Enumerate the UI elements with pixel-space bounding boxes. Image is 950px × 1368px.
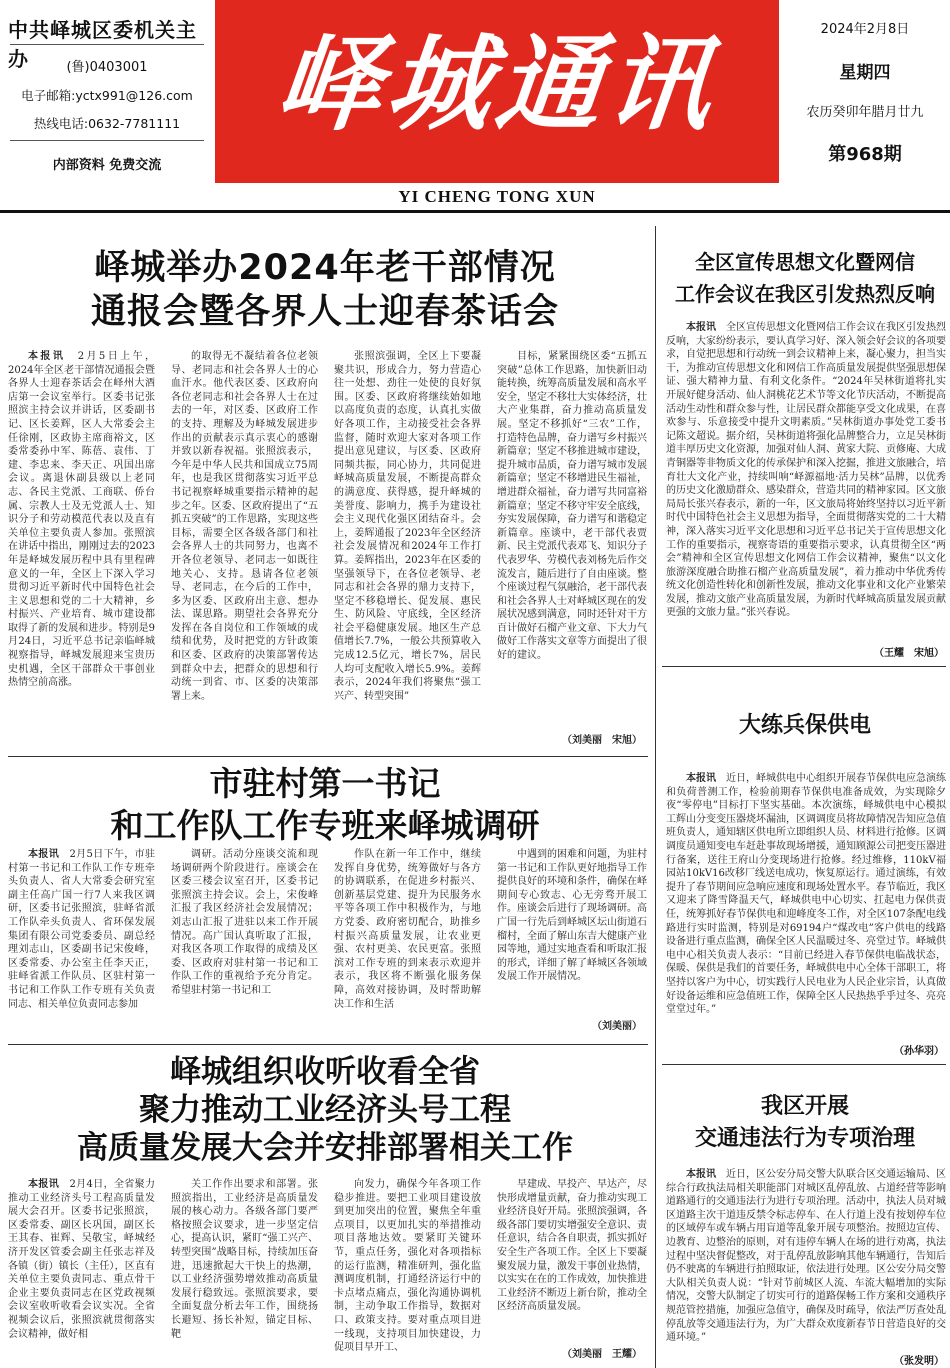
headline-line: 聚力推动工业经济头号工程 xyxy=(139,1092,511,1128)
column-text: 关工作作出要求和部署。张照滨指出，工业经济是高质量发展的核心动力。各级各部门要严格按照会议要求，进一步坚定信心，提高认识，紧盯“强工兴产、转型突围”战略目标，持续加压奋进，迅速掀起大干快上的热潮，以工业经济强势增效推动高质量发展行稳致远。张照滨要求，要全面复盘分析去年工作，围绕扬长避短、扬长补短，锚定目标、靶 xyxy=(171,1179,318,1340)
headline-line: 市驻村第一书记 xyxy=(209,764,441,803)
article-2-headline xyxy=(0,763,650,847)
sidebar-article-1-headline xyxy=(660,246,950,310)
text-column xyxy=(334,1178,481,1364)
headline-line: 峄城举办2024年老干部情况 xyxy=(94,248,556,288)
text-column xyxy=(8,848,155,1038)
masthead-rule xyxy=(0,210,950,213)
license-number: (鲁)0403001 xyxy=(66,60,148,75)
issue-date: 2024年2月8日 xyxy=(820,22,910,37)
email: 电子邮箱:yctx991@126.com xyxy=(21,88,193,103)
column-text: 作队在新一年工作中，继续发挥自身优势，统筹做好与各方的协调联系，在促进乡村振兴、创新基层党建、提升为民服务水平等各项工作中积极作为，与地方党委、政府密切配合，助推乡村振兴高质量发展，让农业更强、农村更美、农民更富。张照滨对工作专班的到来表示欢迎并表示，我区将不断强化服务保障，高效对接协调，及时帮助解决工作和生活 xyxy=(334,849,481,1010)
text-column xyxy=(334,350,481,750)
article-1-headline xyxy=(0,246,650,334)
byline: （王耀 宋旭） xyxy=(874,648,944,659)
column-text: 早建成、早投产、早达产，尽快形成增量贡献，奋力推动实现工业经济良好开局。张照滨强调，各级各部门要切实增强安全意识、责任意识，结合各自职责，抓实抓好安全生产各项工作。全区上下要凝聚发展力量，激发干事创业热情，以实实在在的工作成效，加快推进工业经济不断迈上新台阶，推动全区经济高质量发展。 xyxy=(497,1179,647,1313)
byline: （刘美丽 王耀） xyxy=(562,1349,642,1360)
section-rule xyxy=(662,1064,946,1065)
sidebar-article-3-headline xyxy=(660,1090,950,1154)
headline-line: 和工作队工作专班来峄城调研 xyxy=(110,806,540,845)
article-3-headline xyxy=(0,1053,650,1167)
headline-line: 我区开展 xyxy=(760,1093,849,1119)
headline-line: 交通违法行为专项治理 xyxy=(694,1125,915,1151)
column-text: 2月5日下午，市驻村第一书记和工作队工作专班牵头负责人、省人大常委会研究室副主任高广国一行7人来我区调研，区委书记张照滨，驻峄省派工作队牵头负责人、省环保发展集团有限公司党委委员、副总经理刘志山，区委副书记宋俊峰，区委常委、办公室主任李天正，驻峄省派工作队员、区驻村第一书记和工作队工作专班有关负责同志、相关单位负责同志参加 xyxy=(8,849,155,1010)
issue-number: 第968期 xyxy=(828,144,902,165)
sidebar-article-1-body xyxy=(666,321,946,641)
byline: （刘美丽 宋旭） xyxy=(562,735,642,746)
section-rule xyxy=(662,666,946,667)
headline-line: 峄城组织收听收看全省 xyxy=(170,1054,480,1090)
text-column xyxy=(666,1168,946,1348)
lunar-date: 农历癸卯年腊月廿九 xyxy=(806,105,924,120)
sidebar-article-2-headline: 大练兵保供电 xyxy=(738,712,871,738)
sidebar-article-2-body xyxy=(666,772,946,1040)
news-tag: 本报讯 xyxy=(686,1169,716,1180)
newspaper-title-pinyin: YI CHENG TONG XUN xyxy=(398,187,596,206)
masthead xyxy=(0,0,950,210)
sidebar-article-3-body xyxy=(666,1168,946,1350)
headline-line: 高质量发展大会并安排部署相关工作 xyxy=(77,1130,573,1166)
article-3-body xyxy=(8,1178,648,1364)
column-text: 张照滨强调，全区上下要凝聚共识，形成合力，努力营造心往一处想、劲往一处使的良好氛围。区委、区政府将继续始如地以高度负责的态度，认真扎实做好各项工作，主动接受社会各界监督，随时欢迎大家对各项工作提出意见建议，与区委、区政府同频共振，同心协力，共同促进峄城高质量发展，不断提高群众的满意度、获得感，提升峄城的美誉度、影响力，携手为建设社会主义现代化强区团结奋斗。会上，姜辉通报了2023年全区经济社会发展情况和2024年工作打算。姜辉指出，2023年在区委的坚强领导下，在各位老领导、老同志和社会各界的鼎力支持下，坚定不移稳增长、促发展、惠民生、防风险、守底线，全区经济社会平稳健康发展。地区生产总值增长7.7%，一般公共预算收入完成12.5亿元，增长7%，居民人均可支配收入增长5.9%。姜辉表示，2024年我们将聚焦“强工兴产、转型突围” xyxy=(334,351,481,702)
column-text: 的取得无不凝结着各位老领导、老同志和社会各界人士的心血汗水。他代表区委、区政府向各位老同志和社会各界人士在过去的一年，对区委、区政府工作的支持、理解及为峄城发展进步作出的贡献表示真示衷心的感谢并致以新春祝福。张照滨表示，今年是中华人民共和国成立75周年，也是我区贯彻落实习近平总书记视察峄城重要指示精神的起步之年。区委、区政府提出了“五抓五突破”的工作思路，实现这些目标，需要全区各级各部门和社会各界人士的共同努力，也离不开各位老领导、老同志一如既往地关心、支持。恳请各位老领导、老同志，在今后的工作中，多为区委、区政府出主意、想办法、谋思路。期望社会各界充分发挥在各自岗位和工作领域的成绩和优势，及时把党的方针政策和区委、区政府的决策部署传达到群众中去，把群众的思想和行动统一到省、市、区委的决策部署上来。 xyxy=(171,351,318,702)
text-column xyxy=(666,772,946,1038)
masthead-info xyxy=(0,0,214,188)
hotline: 热线电话:0632-7781111 xyxy=(33,116,181,131)
publisher-org: 中共峄城区委机关主办 xyxy=(8,18,197,71)
text-column xyxy=(171,1178,318,1364)
column-text: 近日，区公安分局交警大队联合区交通运输局、区综合行政执法局相关职能部门对城区乱停乱放、占道经营等影响道路通行的交通违法行为进行专项治理。活动中，执法人员对城区道路主次干道违反禁令标志停车、在人行道上没有按划停车位的区域停车或车辆占用盲道等乱象开展专项整治。按照边宣传、边教育、边整治的原则，对有违停车辆人在场的进行劝离，执法过程中坚决督促整改，对于乱停乱放影响其他车辆通行，告知后仍不驶离的车辆进行拍照取证，依法进行处理。区公安分局交警大队相关负责人说：“针对节前城区人流、车流大幅增加的实际情况，交警大队制定了切实可行的道路保畅工作方案和交通秩序规范管控措施，加强应急值守，确保及时疏导，依法严厉查处乱停乱放等交通违法行为，为广大群众欢度新春节日营造良好的交通环境。” xyxy=(666,1169,946,1344)
column-text: 近日，峄城供电中心组织开展春节保供电应急演练和负荷普测工作，检验前期春节保供电准备成效，为实现除夕夜“零停电”目标打下坚实基础。本次演练，峄城供电中心模拟工辉山分变变压器烧坏漏油，区调调度员将故障情况告知应急值班负责人，通知辖区供电所立即组织人员、材料进行抢修。区调调度员通知变电车赶赴事故现场增援，通知顾源公司把变压器进行备案，送往王府山分变现场进行抢修。经过维修，110kV福园站10kV16改移厂线送电成功，恢复原运行。通过演练，有效提升了春节期间应急响应速度和现场处置水平。春节临近，我区又迎来了降雪降温天气，峄城供电中心切实、扛起电力保供责任，统筹抓好春节保供电和迎峰度冬工作，对全区107条配电线路进行实时监测，特别是对69194户“煤改电”客户供电的线路设备进行重点监测，确保全区人民温暖过冬、亮堂过节。峄城供电中心相关负责人表示：“目前已经进入春节保供电临战状态，保暖、保供是我们的首要任务，峄城供电中心全体干部职工，将坚持以客户为中心，切实践行人民电业为人民企业宗旨，认真做好设备运维和应急值班工作，保障全区人民热热乎乎过冬、亮亮堂堂过年。” xyxy=(666,773,946,1016)
article-1-body xyxy=(8,350,648,750)
text-column xyxy=(334,848,481,1038)
section-rule xyxy=(8,1044,648,1045)
column-text: 2月4日，全省聚力推动工业经济头号工程高质量发展大会召开。区委书记张照滨，区委常委、副区长巩国，副区长王其春、崔辉、吴敬宝，峄城经济开发区管委会副主任张志祥及各镇（街）镇长（主任），区直有关单位主要负责同志、重点骨干企业主要负责同志在区党政视频会议室收听收看会议实况。全省视频会议后，张照滨就贯彻落实会议精神，做好相 xyxy=(8,1179,155,1340)
text-column xyxy=(666,321,946,639)
text-column xyxy=(497,1178,647,1344)
article-2-body xyxy=(8,848,648,1038)
issue-info xyxy=(780,0,950,188)
column-divider xyxy=(655,226,656,1368)
news-tag: 本报讯 xyxy=(686,322,716,333)
text-column xyxy=(497,350,647,728)
distribution-note: 内部资料 免费交流 xyxy=(52,158,162,173)
divider xyxy=(10,140,204,141)
byline: （张发明） xyxy=(894,1356,944,1367)
text-column xyxy=(8,1178,155,1364)
section-rule xyxy=(8,756,648,757)
divider xyxy=(10,44,204,45)
column-text: 2月5日上午，2024年全区老干部情况通报会暨各界人士迎春茶话会在峄州大酒店第一会议室举行。区委书记张照滨主持会议并讲话，区委副书记、区长姜辉，区人大常委会主任徐刚，区政协主席商裕文，区委常委孙中军、陈蓓、袁伟、丁建、李忠来、李天正、巩国出席会议。离退休副县级以上老同志、各民主党派、工商联、侨台属、宗教人士及无党派人士、知识分子和劳动模范代表以及直有关单位主要负责人参加。张照滨在讲话中指出，刚刚过去的2023年是峄城发展历程中具有里程碑意义的一年，全区上下深入学习贯彻习近平新时代中国特色社会主义思想和党的二十大精神，乡村振兴、产业培育、城市建设都取得了新的发展和进步。特别是9月24日，习近平总书记亲临峄城视察指导，峄城发展迎来宝贵历史机遇，全区干部群众干事创业热情空前高涨。 xyxy=(8,351,155,689)
text-column xyxy=(171,848,318,1038)
text-column xyxy=(497,848,647,1018)
news-tag: 本报讯 xyxy=(28,849,60,860)
news-tag: 本报讯 xyxy=(28,351,66,362)
issue-weekday: 星期四 xyxy=(839,63,891,83)
nameplate xyxy=(215,0,779,183)
news-tag: 本报讯 xyxy=(686,773,716,784)
headline-line: 工作会议在我区引发热烈反响 xyxy=(675,282,935,306)
newspaper-title: 峄城通讯 xyxy=(270,22,724,145)
byline: （刘美丽） xyxy=(592,1021,642,1032)
headline-line: 全区宣传思想文化暨网信 xyxy=(695,250,915,274)
news-tag: 本报讯 xyxy=(28,1179,60,1190)
text-column xyxy=(171,350,318,750)
column-text: 目标，紧紧围绕区委“五抓五突破”总体工作思路，加快新旧动能转换，统筹高质量发展和高水平安全，坚定不移壮大实体经济，壮大产业集群，奋力推动高质量发展。坚定不移抓好“三农”工作，打造特色品牌，奋力谱写乡村振兴新篇章；坚定不移推进城市建设，提升城市品质，奋力谱写城市发展新篇章；坚定不移增进民生福祉，增进群众福祉，奋力谱写共同富裕新篇章；坚定不移守牢安全底线，夯实发展保障，奋力谱写和谐稳定新篇章。座谈中，老干部代表贾新、民主党派代表邓飞、知识分子代表罗华、劳模代表刘杨先后作交流发言，随后进行了自由座谈。整个座谈过程气氛融洽，老干部代表和社会各界人士对峄城区现在的发展状况感到满意，同时还针对干方百计做好石榴产业文章、下大力气做好工作落实文章等方面提出了很好的建议。 xyxy=(497,351,647,662)
column-text: 全区宣传思想文化暨网信工作会议在我区引发热烈反响，大家纷纷表示，要认真学习好、深入领会好会议的各项要求，自觉把思想和行动统一到会议精神上来，凝心聚力，担当实干，为推动宣传思想文化和网信工作高质量发展提供坚强思想保证、强大精神力量、有利文化条件。“2024年吴林街道将扎实开展好健身活动、仙人洞桃花艺术节等文化节庆活动，不断提高活动生动性和群众参与性，让居民群众都能享受文化成果，在喜欢参与、乐意接受中提升文明素质。”吴林街道办事处党工委书记陈文超说。据介绍，吴林街道将强化品牌整合力，立足吴林街道丰厚历史文化资源，加强对仙人洞、黄家大院、贡修庵、大成青铜器等非物质文化的传承保护和深入挖掘，推进文旅融合，培育壮大文化产业，持续叫响“峄源福地·活力吴林”品牌，以优秀的历史文化激励群众、感染群众，营造共同的精神家园。区文旅局局长张兴春表示，新的一年，区文旅局将始终坚持以习近平新时代中国特色社会主义思想为指导，全面贯彻落实党的二十大精神，深入落实习近平文化思想和习近平总书记关于宣传思想文化工作的重要指示，视察寄语的重要指示要求，认真贯彻全区“两会”精神和全区宣传思想文化网信工作会议精神，聚焦“以文化旅游深度融合助推石榴产业高质量发展”，着力推动中华优秀传统文化创造性转化和创新性发展，推动文化事业和文化产业繁荣发展，推动文旅产业高质量发展，为新时代峄城高质量发展贡献更强的文旅力量。”张兴春说。 xyxy=(666,322,946,619)
headline-line: 通报会暨各界人士迎春茶话会 xyxy=(90,292,559,332)
text-column xyxy=(8,350,155,750)
column-text: 中遇到的困难和问题，为驻村第一书记和工作队更好地指导工作提供良好的环境和条件，确保在峄期间专心致志、心无旁骛开展工作。座谈会后进行了现场调研。高广国一行先后到峄城区坛山街道石榴村，全面了解山东吉大健康产业园等地，通过实地查看和听取汇报的形式，详细了解了峄城区各领域发展工作开展情况。 xyxy=(497,849,647,983)
byline: （孙华羽） xyxy=(894,1046,944,1057)
column-text: 向发力，确保今年各项工作稳步推进。要把工业项目建设放到更加突出的位置，聚焦全年重点项目，以更加扎实的举措推动项目落地达效。要紧盯关键环节，重点任务，强化对各项指标的运行监测，精准研判，强化监测调度机制，打通经济运行中的卡点堵点痛点，强化沟通协调机制，主动争取工作指导，数据对口、政策支持。要对重点项目进一线现，支持项目加快建设，力促项目早开工、 xyxy=(334,1179,481,1354)
column-text: 调研。活动分座谈交流和现场调研两个阶段进行。座谈会在区委三楼会议室召开，区委书记张照滨主持会议。会上，宋俊峰汇报了我区经济社会发展情况；刘志山汇报了进驻以来工作开展情况。高广国认真听取了汇报，对我区各项工作取得的成绩及区委、区政府对驻村第一书记和工作队工作的重视给予充分肯定。希望驻村第一书记和工 xyxy=(171,849,318,996)
